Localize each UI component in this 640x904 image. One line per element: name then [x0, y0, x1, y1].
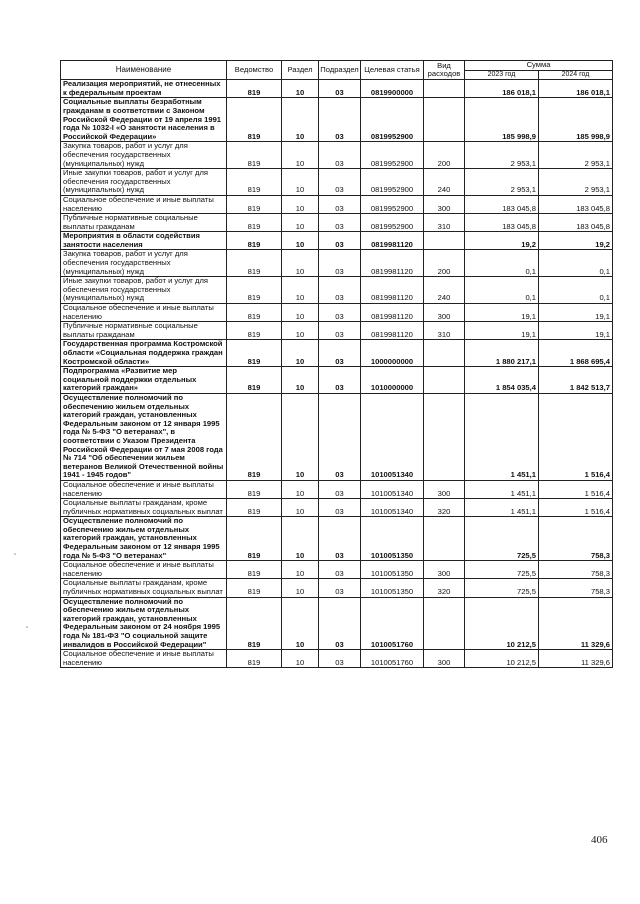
cell-2024: 2 953,1	[539, 142, 613, 169]
col-header-2024: 2024 год	[539, 70, 613, 80]
cell-exptype	[424, 340, 465, 367]
cell-name: Иные закупки товаров, работ и услуг для обеспечения государственных (муниципальных) нужд	[61, 277, 227, 304]
cell-section: 10	[282, 499, 319, 517]
cell-name: Социальное обеспечение и иные выплаты населению	[61, 480, 227, 498]
cell-subsection: 03	[319, 250, 361, 277]
table-row	[61, 169, 613, 196]
cell-section: 10	[282, 650, 319, 668]
table-row	[61, 480, 613, 498]
cell-target: 0819981120	[361, 277, 424, 304]
cell-target: 0819952900	[361, 98, 424, 142]
cell-2023: 19,2	[465, 232, 539, 250]
cell-section: 10	[282, 214, 319, 232]
cell-section: 10	[282, 579, 319, 597]
cell-2023: 186 018,1	[465, 80, 539, 98]
cell-2024: 19,1	[539, 304, 613, 322]
cell-dept: 819	[227, 277, 282, 304]
cell-dept: 819	[227, 98, 282, 142]
cell-target: 0819952900	[361, 195, 424, 213]
cell-name: Социальное обеспечение и иные выплаты населению	[61, 561, 227, 579]
cell-2024: 1 868 695,4	[539, 340, 613, 367]
page-number: 406	[591, 834, 608, 846]
cell-target: 1010051760	[361, 597, 424, 650]
col-header-subsection: Подраздел	[319, 61, 361, 80]
cell-name: Социальные выплаты гражданам, кроме публичных нормативных социальных выплат	[61, 579, 227, 597]
header-row	[61, 61, 613, 71]
cell-target: 1010051760	[361, 650, 424, 668]
cell-2023: 1 451,1	[465, 499, 539, 517]
cell-2024: 186 018,1	[539, 80, 613, 98]
table-row	[61, 650, 613, 668]
cell-name: Социальное обеспечение и иные выплаты населению	[61, 650, 227, 668]
cell-2024: 19,1	[539, 322, 613, 340]
cell-section: 10	[282, 304, 319, 322]
cell-2023: 1 451,1	[465, 480, 539, 498]
col-header-sum: Сумма	[465, 61, 613, 71]
cell-2024: 183 045,8	[539, 214, 613, 232]
cell-subsection: 03	[319, 561, 361, 579]
cell-dept: 819	[227, 480, 282, 498]
cell-target: 1010051350	[361, 579, 424, 597]
cell-dept: 819	[227, 517, 282, 561]
col-header-dept: Ведомство	[227, 61, 282, 80]
cell-exptype: 300	[424, 304, 465, 322]
cell-subsection: 03	[319, 80, 361, 98]
table-row	[61, 195, 613, 213]
cell-subsection: 03	[319, 322, 361, 340]
cell-dept: 819	[227, 322, 282, 340]
cell-name: Подпрограмма «Развитие мер социальной поддержки отдельных категорий граждан»	[61, 367, 227, 394]
cell-2023: 0,1	[465, 250, 539, 277]
cell-subsection: 03	[319, 650, 361, 668]
table-row	[61, 80, 613, 98]
budget-table	[60, 60, 613, 668]
cell-2023: 19,1	[465, 322, 539, 340]
cell-dept: 819	[227, 214, 282, 232]
table-row	[61, 214, 613, 232]
cell-2024: 758,3	[539, 517, 613, 561]
cell-dept: 819	[227, 579, 282, 597]
cell-exptype: 300	[424, 650, 465, 668]
scan-speck	[14, 553, 16, 555]
cell-dept: 819	[227, 195, 282, 213]
cell-target: 0819952900	[361, 169, 424, 196]
table-row	[61, 579, 613, 597]
cell-2024: 758,3	[539, 579, 613, 597]
cell-exptype: 240	[424, 169, 465, 196]
table-row	[61, 250, 613, 277]
cell-name: Осуществление полномочий по обеспечению жильем отдельных категорий граждан, установленных Федеральным законом от 24 ноября 1995 года № 181-ФЗ "О социальной защите инвалидов в Российской Федерации"	[61, 597, 227, 650]
cell-exptype: 320	[424, 579, 465, 597]
cell-dept: 819	[227, 367, 282, 394]
cell-dept: 819	[227, 499, 282, 517]
table-row	[61, 517, 613, 561]
cell-name: Социальные выплаты безработным гражданам в соответствии с Законом Российской Федерации от 19 апреля 1991 года № 1032-I «О занятости населения в Российской Федерации»	[61, 98, 227, 142]
cell-2023: 725,5	[465, 579, 539, 597]
cell-target: 1010051340	[361, 393, 424, 480]
cell-2024: 183 045,8	[539, 195, 613, 213]
cell-subsection: 03	[319, 142, 361, 169]
table-row	[61, 597, 613, 650]
cell-section: 10	[282, 322, 319, 340]
cell-2023: 0,1	[465, 277, 539, 304]
cell-target: 1000000000	[361, 340, 424, 367]
cell-name: Публичные нормативные социальные выплаты гражданам	[61, 214, 227, 232]
cell-dept: 819	[227, 561, 282, 579]
cell-section: 10	[282, 232, 319, 250]
cell-exptype: 310	[424, 214, 465, 232]
cell-exptype: 200	[424, 250, 465, 277]
cell-subsection: 03	[319, 367, 361, 394]
cell-subsection: 03	[319, 277, 361, 304]
cell-section: 10	[282, 393, 319, 480]
cell-2024: 1 842 513,7	[539, 367, 613, 394]
cell-exptype: 320	[424, 499, 465, 517]
cell-subsection: 03	[319, 98, 361, 142]
cell-subsection: 03	[319, 393, 361, 480]
cell-subsection: 03	[319, 480, 361, 498]
cell-2024: 1 516,4	[539, 499, 613, 517]
cell-2024: 758,3	[539, 561, 613, 579]
cell-2024: 185 998,9	[539, 98, 613, 142]
cell-target: 1010051340	[361, 480, 424, 498]
cell-2023: 1 854 035,4	[465, 367, 539, 394]
cell-2024: 1 516,4	[539, 393, 613, 480]
table-row	[61, 98, 613, 142]
cell-exptype	[424, 367, 465, 394]
cell-subsection: 03	[319, 499, 361, 517]
cell-2024: 1 516,4	[539, 480, 613, 498]
cell-exptype: 300	[424, 561, 465, 579]
cell-exptype: 200	[424, 142, 465, 169]
table-row	[61, 340, 613, 367]
cell-subsection: 03	[319, 597, 361, 650]
cell-2024: 0,1	[539, 277, 613, 304]
cell-target: 1010051350	[361, 561, 424, 579]
cell-dept: 819	[227, 142, 282, 169]
table-row	[61, 561, 613, 579]
cell-dept: 819	[227, 169, 282, 196]
cell-dept: 819	[227, 250, 282, 277]
table-row	[61, 499, 613, 517]
cell-name: Реализация мероприятий, не отнесенных к федеральным проектам	[61, 80, 227, 98]
cell-2024: 0,1	[539, 250, 613, 277]
cell-2023: 725,5	[465, 561, 539, 579]
cell-subsection: 03	[319, 232, 361, 250]
cell-name: Публичные нормативные социальные выплаты гражданам	[61, 322, 227, 340]
cell-section: 10	[282, 480, 319, 498]
cell-subsection: 03	[319, 169, 361, 196]
cell-2023: 183 045,8	[465, 195, 539, 213]
cell-subsection: 03	[319, 340, 361, 367]
cell-dept: 819	[227, 650, 282, 668]
cell-exptype: 240	[424, 277, 465, 304]
table-row	[61, 367, 613, 394]
cell-2023: 1 880 217,1	[465, 340, 539, 367]
cell-2023: 185 998,9	[465, 98, 539, 142]
cell-section: 10	[282, 367, 319, 394]
col-header-exptype: Вид расходов	[424, 61, 465, 80]
cell-dept: 819	[227, 340, 282, 367]
cell-target: 1010051350	[361, 517, 424, 561]
cell-subsection: 03	[319, 195, 361, 213]
col-header-target: Целевая статья	[361, 61, 424, 80]
cell-name: Социальные выплаты гражданам, кроме публичных нормативных социальных выплат	[61, 499, 227, 517]
cell-dept: 819	[227, 80, 282, 98]
cell-2023: 10 212,5	[465, 597, 539, 650]
cell-target: 0819981120	[361, 250, 424, 277]
cell-section: 10	[282, 80, 319, 98]
table-row	[61, 232, 613, 250]
cell-subsection: 03	[319, 517, 361, 561]
cell-section: 10	[282, 340, 319, 367]
cell-section: 10	[282, 250, 319, 277]
cell-exptype	[424, 517, 465, 561]
cell-dept: 819	[227, 597, 282, 650]
cell-2024: 11 329,6	[539, 597, 613, 650]
cell-exptype: 310	[424, 322, 465, 340]
cell-name: Мероприятия в области содействия занятости населения	[61, 232, 227, 250]
cell-name: Социальное обеспечение и иные выплаты населению	[61, 304, 227, 322]
scan-speck	[26, 626, 28, 628]
cell-name: Закупка товаров, работ и услуг для обеспечения государственных (муниципальных) нужд	[61, 250, 227, 277]
table-row	[61, 322, 613, 340]
cell-2024: 19,2	[539, 232, 613, 250]
cell-dept: 819	[227, 393, 282, 480]
cell-section: 10	[282, 277, 319, 304]
cell-section: 10	[282, 169, 319, 196]
cell-exptype: 300	[424, 195, 465, 213]
cell-name: Иные закупки товаров, работ и услуг для обеспечения государственных (муниципальных) нужд	[61, 169, 227, 196]
cell-2023: 10 212,5	[465, 650, 539, 668]
cell-section: 10	[282, 98, 319, 142]
cell-subsection: 03	[319, 214, 361, 232]
cell-target: 0819900000	[361, 80, 424, 98]
cell-2024: 2 953,1	[539, 169, 613, 196]
cell-target: 1010000000	[361, 367, 424, 394]
col-header-name: Наименование	[61, 61, 227, 80]
cell-2023: 19,1	[465, 304, 539, 322]
table-row	[61, 277, 613, 304]
cell-name: Осуществление полномочий по обеспечению жильем отдельных категорий граждан, установленных Федеральным законом от 12 января 1995 года № 5-ФЗ "О ветеранах"	[61, 517, 227, 561]
cell-exptype	[424, 393, 465, 480]
cell-dept: 819	[227, 304, 282, 322]
cell-target: 0819981120	[361, 232, 424, 250]
cell-subsection: 03	[319, 304, 361, 322]
cell-section: 10	[282, 597, 319, 650]
cell-2023: 183 045,8	[465, 214, 539, 232]
cell-section: 10	[282, 195, 319, 213]
cell-exptype: 300	[424, 480, 465, 498]
cell-section: 10	[282, 561, 319, 579]
cell-section: 10	[282, 517, 319, 561]
cell-2023: 2 953,1	[465, 169, 539, 196]
cell-target: 0819952900	[361, 142, 424, 169]
col-header-2023: 2023 год	[465, 70, 539, 80]
cell-target: 1010051340	[361, 499, 424, 517]
cell-name: Закупка товаров, работ и услуг для обеспечения государственных (муниципальных) нужд	[61, 142, 227, 169]
cell-target: 0819981120	[361, 322, 424, 340]
cell-exptype	[424, 597, 465, 650]
cell-name: Социальное обеспечение и иные выплаты населению	[61, 195, 227, 213]
table-body	[61, 80, 613, 668]
cell-2023: 2 953,1	[465, 142, 539, 169]
table-row	[61, 393, 613, 480]
cell-2023: 725,5	[465, 517, 539, 561]
cell-dept: 819	[227, 232, 282, 250]
cell-target: 0819981120	[361, 304, 424, 322]
cell-target: 0819952900	[361, 214, 424, 232]
cell-exptype	[424, 80, 465, 98]
cell-section: 10	[282, 142, 319, 169]
cell-subsection: 03	[319, 579, 361, 597]
cell-name: Государственная программа Костромской области «Социальная поддержка граждан Костромской области»	[61, 340, 227, 367]
cell-name: Осуществление полномочий по обеспечению жильем отдельных категорий граждан, установленных Федеральным законом от 12 января 1995 года № 5-ФЗ "О ветеранах", в соответствии с Указом Президента Российской Федерации от 7 мая 2008 года № 714 "Об обеспечении жильем ветеранов Великой Отечественной войны 1941 - 1945 годов"	[61, 393, 227, 480]
cell-exptype	[424, 98, 465, 142]
cell-2023: 1 451,1	[465, 393, 539, 480]
cell-2024: 11 329,6	[539, 650, 613, 668]
table-row	[61, 304, 613, 322]
cell-exptype	[424, 232, 465, 250]
table-row	[61, 142, 613, 169]
col-header-section: Раздел	[282, 61, 319, 80]
